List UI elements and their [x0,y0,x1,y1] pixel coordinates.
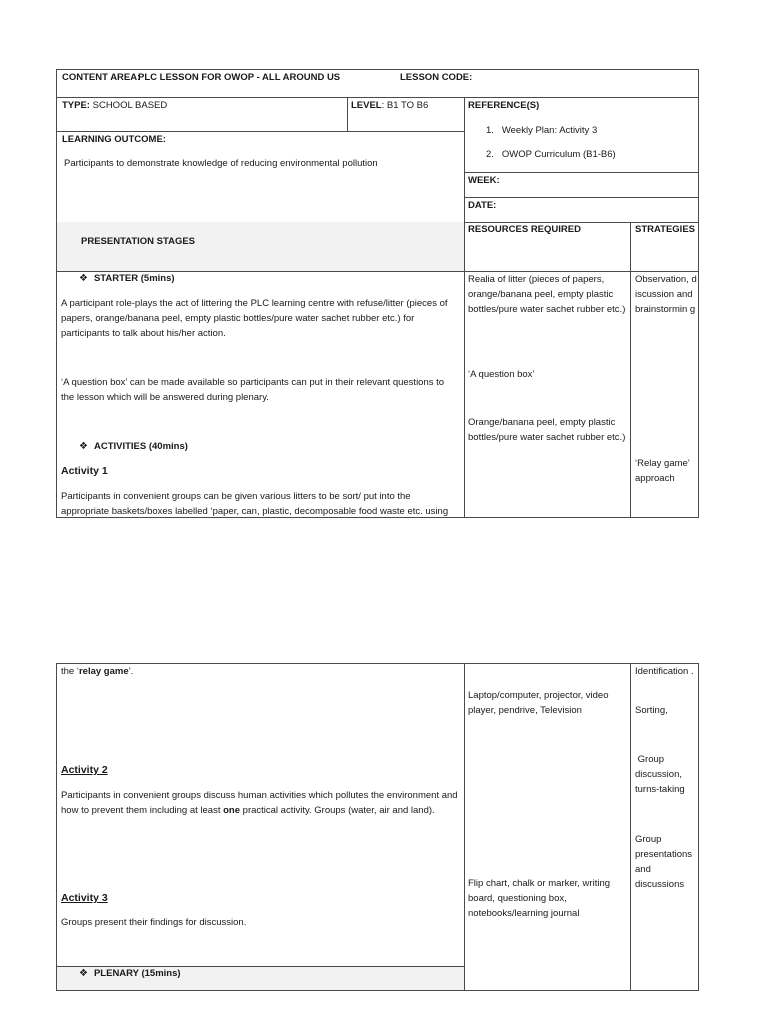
content-area-row [57,70,698,98]
starter-heading: ❖ STARTER (5mins) [79,273,175,284]
learning-outcome-label: LEARNING OUTCOME: [62,134,166,145]
type-value: SCHOOL BASED [92,100,168,111]
starter-text: A participant role-plays the act of littering the PLC learning centre with refuse/litter (pieces of papers, orange/banana peel, empty plastic bottles/pure water sachet rubber etc.) for participants to talk about his/her action. [61,298,448,339]
strategies-header [630,222,698,272]
resources-label: RESOURCES REQUIRED [468,224,581,235]
week-label: WEEK: [468,175,500,186]
activity-3-heading: Activity 3 [61,892,108,904]
learning-outcome-text: Participants to demonstrate knowledge of reducing environmental pollution [64,158,378,169]
resource-item: ‘A question box’ [468,369,535,380]
header-table [56,69,699,518]
level-value: : B1 TO B6 [381,100,429,111]
activities-heading: ❖ ACTIVITIES (40mins) [79,441,188,452]
learning-outcome-cell [57,131,465,223]
resource-item: Orange/banana peel, empty plastic bottles/pure water sachet rubber etc.) [468,417,626,443]
stages-body [57,271,465,517]
date-label: DATE: [468,200,497,211]
references-label: REFERENCE(S) [468,100,540,111]
activity-2-text: Participants in convenient groups discuss human activities which pollutes the environment and how to prevent them including at least one practical activity. Groups (water, air and land). [61,790,458,816]
resources-header [464,222,631,272]
date-cell [464,197,698,223]
reference-item-2: 2. OWOP Curriculum (B1-B6) [486,149,616,160]
resource-item: Laptop/computer, projector, video player, pendrive, Television [468,690,609,716]
references-cell [464,98,698,173]
strategy-item: Sorting, [635,705,668,716]
reference-item-1: 1. Weekly Plan: Activity 3 [486,125,598,136]
week-cell [464,172,698,198]
type-cell [57,98,348,132]
strategies-label: STRATEGIES [635,224,695,235]
resources-continued [464,664,631,990]
plenary-heading: ❖ PLENARY (15mins) [79,968,181,979]
strategy-item: ‘Relay game’ approach [635,458,690,484]
lesson-code-label: LESSON CODE: [400,72,473,83]
resource-item: Realia of litter (pieces of papers, orange/banana peel, empty plastic bottles/pure water sachet rubber etc.) [468,274,626,315]
strategy-item: Group presentations and discussions [635,834,693,890]
strategies-body [630,271,698,517]
strategy-item: Observation, discussion and brainstormin g [635,274,697,315]
relay-game-continuation: the ‘relay game’. [61,666,134,677]
continuation-table [56,663,699,991]
activity-1-heading: Activity 1 [61,465,108,477]
activity-2-heading: Activity 2 [61,764,108,776]
plenary-row [57,966,464,990]
presentation-stages-label: PRESENTATION STAGES [81,236,196,247]
content-area-value: PLC LESSON FOR OWOP - ALL AROUND US [138,72,341,83]
strategy-item: Group discussion, turns-taking [635,754,685,795]
content-area-label: CONTENT AREA: [62,72,141,83]
question-box-text: ‘A question box’ can be made available so participants can put in their relevant questions to the lesson which will be answered during plenary. [61,377,445,403]
type-label: TYPE: [62,100,90,111]
activity-1-text: Participants in convenient groups can be given various litters to be sort/ put into the appropriate baskets/boxes labelled ‘paper, can, plastic, decomposable food waste etc. using [61,491,449,517]
stages-continued [57,664,465,990]
level-cell [347,98,465,132]
strategies-continued [630,664,698,990]
level-label: LEVEL [351,100,382,111]
activity-3-text: Groups present their findings for discussion. [61,917,247,928]
resources-body [464,271,631,517]
resource-item: Flip chart, chalk or marker, writing board, questioning box, notebooks/learning journal [468,878,611,919]
strategy-item: Identification . [635,666,694,677]
presentation-stages-header [57,222,465,272]
